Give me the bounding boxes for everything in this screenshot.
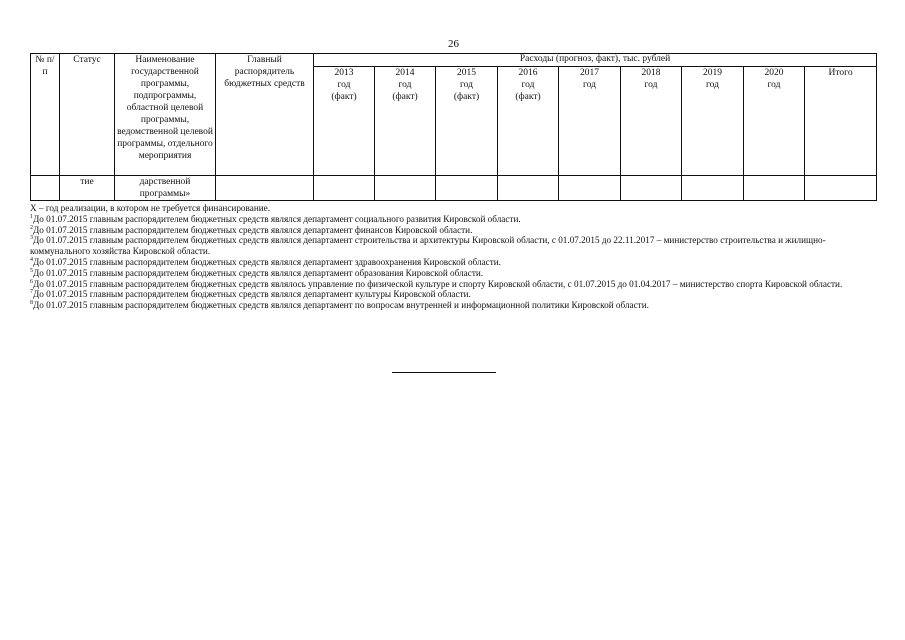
table-row (31, 176, 877, 201)
header-expenses-group: Расходы (прогноз, факт), тыс. рублей (314, 54, 877, 67)
footnote-3: $^3$До 01.07.2015 главным распорядителем бюджетных средств являлся департамент строительства и архитектуры Кировской области, с 01.07.2015 до 22.11.2017 – министерство строительства и жилищно-коммунального хозяйства Кировской области. (30, 235, 826, 257)
budget-table (30, 53, 877, 201)
header-name: Наименование государственной программы, подпрограммы, областной целевой программы, ведомственной целевой программы, отдельного мероприятия (115, 54, 216, 176)
header-year-2019: 2019 год (682, 67, 744, 176)
row-cell (621, 176, 682, 201)
row-cell (314, 176, 375, 201)
footnote-6: $^6$До 01.07.2015 главным распорядителем бюджетных средств являлось управление по физической культуре и спорту Кировской области, с 01.07.2015 до 01.04.2017 – министерство спорта Кировской области. (30, 278, 843, 289)
footnote-4: $^4$До 01.07.2015 главным распорядителем бюджетных средств являлся департамент здравоохранения Кировской области. (30, 256, 501, 267)
header-year-2015: 2015 год (факт) (436, 67, 498, 176)
footnote-2: $^2$До 01.07.2015 главным распорядителем бюджетных средств являлся департамент финансов Кировской области. (30, 224, 473, 235)
header-year-2014: 2014 год (факт) (375, 67, 436, 176)
header-num: № п/п (31, 54, 60, 176)
row-cell (498, 176, 559, 201)
header-year-2017: 2017 год (559, 67, 621, 176)
footnotes (30, 203, 876, 311)
row-cell (805, 176, 877, 201)
page-number: 26 (448, 38, 459, 50)
row-cell (559, 176, 621, 201)
end-rule (392, 372, 496, 373)
footnote-8: $^8$До 01.07.2015 главным распорядителем бюджетных средств являлся департамент по вопросам внутренней и информационной политики Кировской области. (30, 300, 649, 311)
row-num (31, 176, 60, 201)
footnote-7: $^7$До 01.07.2015 главным распорядителем бюджетных средств являлся департамент культуры Кировской области. (30, 289, 471, 300)
header-year-2020: 2020 год (744, 67, 805, 176)
footnote-x: Х – год реализации, в котором не требуется финансирование. (30, 203, 271, 213)
row-status: тие (60, 176, 115, 201)
row-cell (436, 176, 498, 201)
header-year-2018: 2018 год (621, 67, 682, 176)
header-status: Статус (60, 54, 115, 176)
row-cell (682, 176, 744, 201)
header-year-2016: 2016 год (факт) (498, 67, 559, 176)
row-manager (216, 176, 314, 201)
row-cell (375, 176, 436, 201)
header-year-2013: 2013 год (факт) (314, 67, 375, 176)
footnote-5: $^5$До 01.07.2015 главным распорядителем бюджетных средств являлся департамент образования Кировской области. (30, 267, 484, 278)
footnote-1: $^1$До 01.07.2015 главным распорядителем бюджетных средств являлся департамент социального развития Кировской области. (30, 213, 521, 224)
row-cell (744, 176, 805, 201)
header-manager: Главный распорядитель бюджетных средств (216, 54, 314, 176)
row-name: дарственной программы» (115, 176, 216, 201)
header-total: Итого (805, 67, 877, 176)
